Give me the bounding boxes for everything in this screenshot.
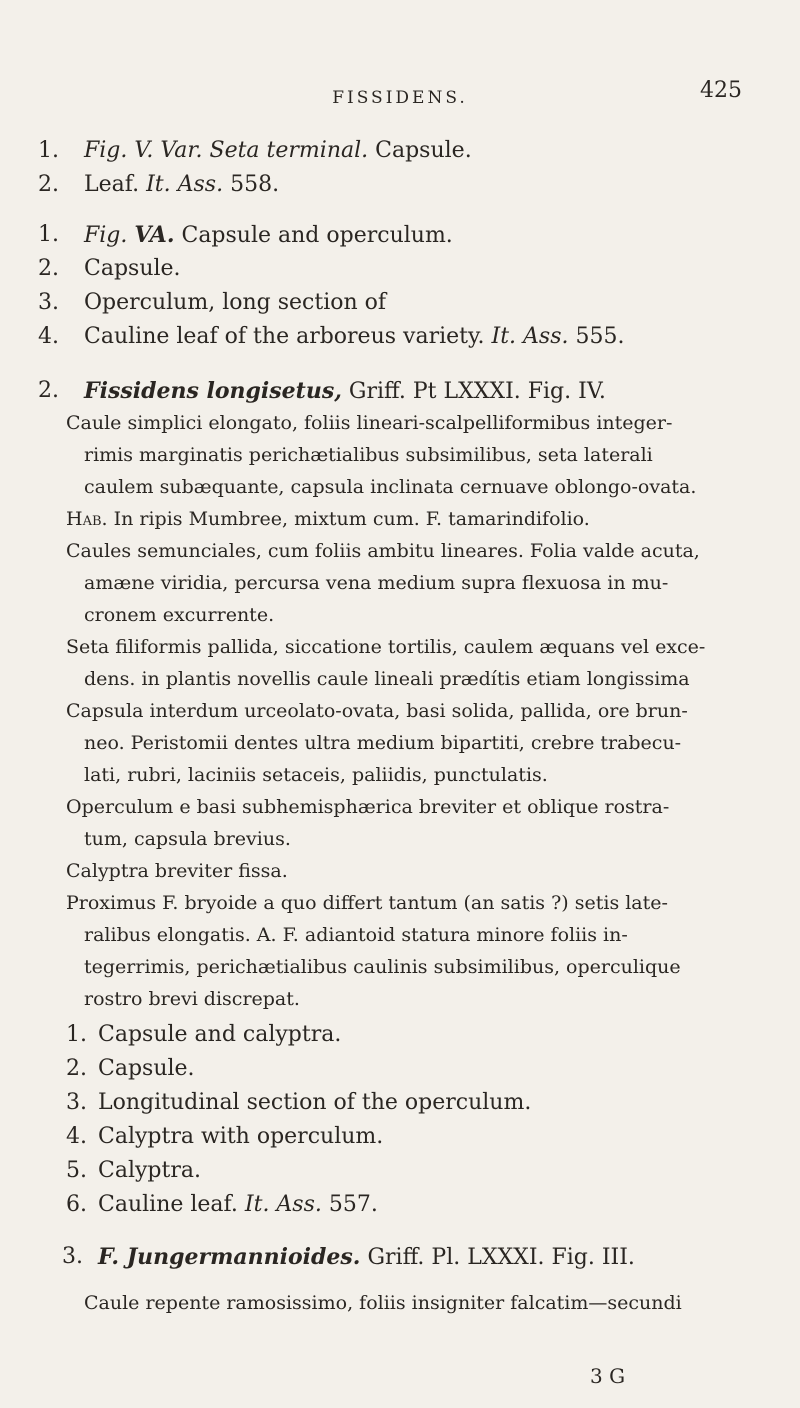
figure-caption: Capsule and calyptra. (98, 1022, 342, 1047)
caption-line: Leaf. It. Ass. 558. (84, 172, 280, 197)
caption-line: Fig. VA. Capsule and operculum. (84, 222, 453, 248)
text-line: rimis marginatis perichætialibus subsimilibus, seta laterali (84, 444, 653, 466)
text-line: dens. in plantis novellis caule lineali prædítis etiam longissima (84, 668, 690, 690)
text-line: ralibus elongatis. A. F. adiantoid statura minore foliis in- (84, 924, 628, 946)
text-line: neo. Peristomii dentes ultra medium bipartiti, crebre trabecu- (84, 732, 682, 754)
species-number: 3. (62, 1244, 83, 1269)
species-number: 2. (38, 378, 59, 403)
text-line: tum, capsula brevius. (84, 828, 291, 850)
figure-caption: Longitudinal section of the operculum. (98, 1090, 532, 1115)
text-line: Operculum e basi subhemisphærica breviter et oblique rostra- (66, 796, 670, 818)
item-number: 1. (38, 222, 59, 247)
caption-line: Fig. V. Var. Seta terminal. Capsule. (84, 138, 472, 163)
text-line: Caule repente ramosissimo, foliis insigniter falcatim—secundi (84, 1292, 682, 1314)
text-line: Calyptra breviter fissa. (66, 860, 288, 882)
text-line: rostro brevi discrepat. (84, 988, 300, 1010)
text-line: Capsula interdum urceolato-ovata, basi solida, pallida, ore brun- (66, 700, 688, 722)
figure-caption: Capsule. (98, 1056, 195, 1081)
item-number: 2. (66, 1056, 87, 1081)
text-line: lati, rubri, laciniis setaceis, paliidis, punctulatis. (84, 764, 548, 786)
page-number: 425 (700, 78, 742, 103)
text-line: Caules semunciales, cum foliis ambitu lineares. Folia valde acuta, (66, 540, 700, 562)
figure-caption: Calyptra. (98, 1158, 201, 1183)
item-number: 2. (38, 172, 59, 197)
text-line: tegerrimis, perichætialibus caulinis subsimilibus, operculique (84, 956, 681, 978)
caption-line: Cauline leaf of the arboreus variety. It. Ass. 555. (84, 324, 625, 349)
item-number: 6. (66, 1192, 87, 1217)
caption-line: Capsule. (84, 256, 181, 281)
hab-label: Hab. (66, 508, 108, 530)
species-heading: Fissidens longisetus, Griff. Pt LXXXI. Fig. IV. (84, 378, 606, 404)
item-number: 1. (38, 138, 59, 163)
text-line: amæne viridia, percursa vena medium supra flexuosa in mu- (84, 572, 669, 594)
item-number: 4. (66, 1124, 87, 1149)
item-number: 3. (66, 1090, 87, 1115)
caption-line: Operculum, long section of (84, 290, 387, 315)
item-number: 4. (38, 324, 59, 349)
species-heading: F. Jungermannioides. Griff. Pl. LXXXI. Fig. III. (98, 1244, 635, 1270)
item-number: 2. (38, 256, 59, 281)
text-line: Hab. In ripis Mumbree, mixtum cum. F. tamarindifolio. (66, 508, 590, 530)
text-line: caulem subæquante, capsula inclinata cernuave oblongo-ovata. (84, 476, 697, 498)
text-line: Seta filiformis pallida, siccatione tortilis, caulem æquans vel exce- (66, 636, 706, 658)
signature-mark: 3 G (590, 1364, 626, 1388)
item-number: 3. (38, 290, 59, 315)
text-line: Caule simplici elongato, foliis lineari-scalpelliformibus integer- (66, 412, 673, 434)
figure-caption: Calyptra with operculum. (98, 1124, 384, 1149)
text-line: Proximus F. bryoide a quo differt tantum (an satis ?) setis late- (66, 892, 668, 914)
item-number: 1. (66, 1022, 87, 1047)
item-number: 5. (66, 1158, 87, 1183)
running-header: FISSIDENS. (332, 88, 468, 108)
figure-caption: Cauline leaf. It. Ass. 557. (98, 1192, 378, 1217)
text-line: cronem excurrente. (84, 604, 275, 626)
